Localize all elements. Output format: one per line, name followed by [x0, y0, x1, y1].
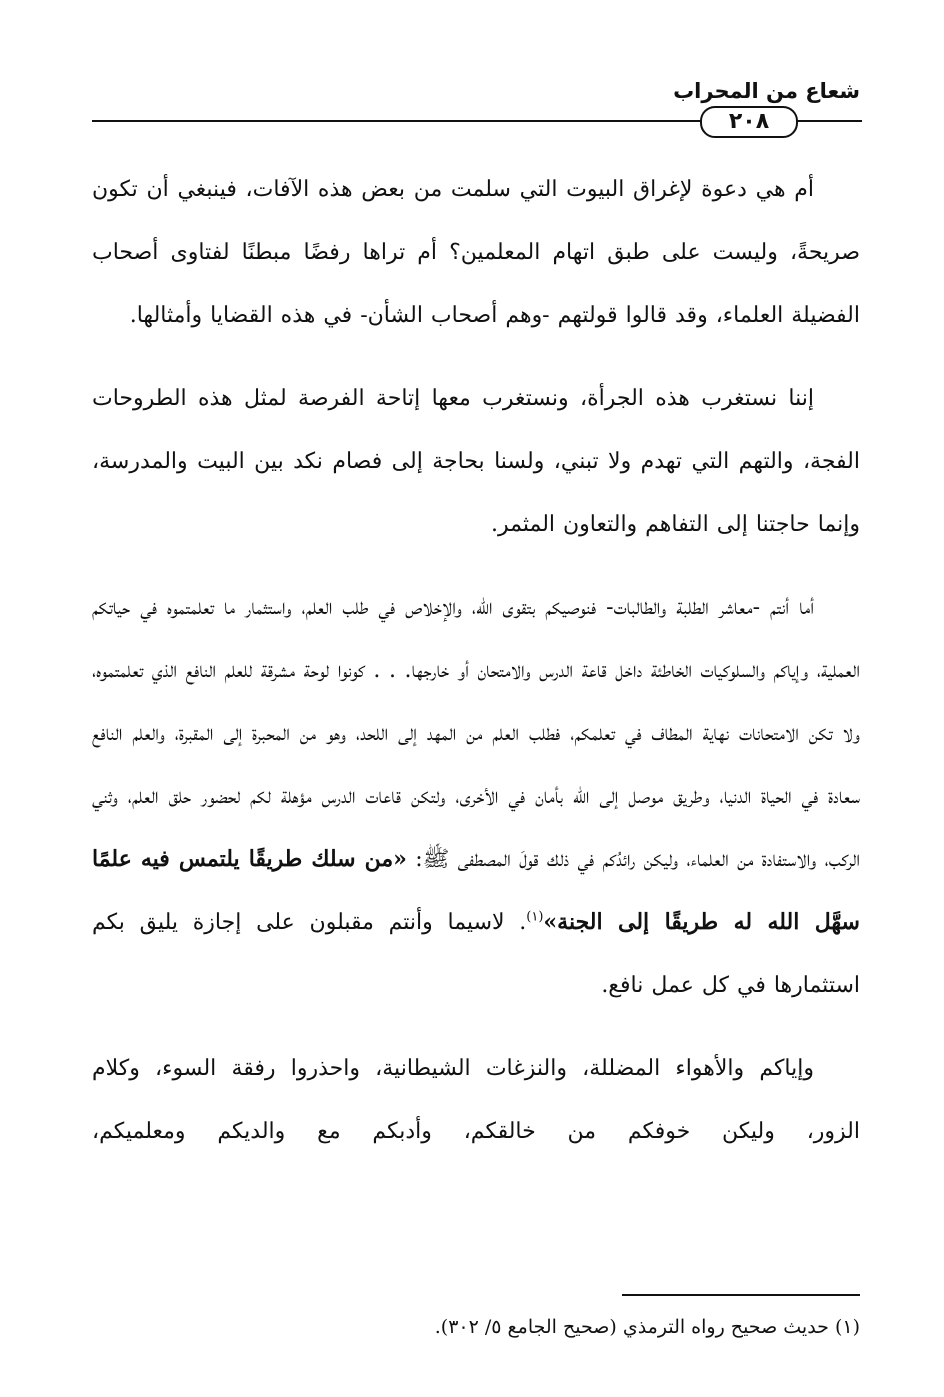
body-text	[92, 158, 860, 1163]
paragraph: إننا نستغرب هذه الجرأة، ونستغرب معها إتاحة الفرصة لمثل هذه الطروحات الفجة، والتهم التي تهدم ولا تبني، ولسنا بحاجة إلى فصام نكد بين البيت والمدرسة، وإنما حاجتنا إلى التفاهم والتعاون المثمر.	[92, 386, 860, 537]
paragraph-text: . لاسيما وأنتم مقبلون على إجازة يليق بكم استثمارها في كل عمل نافع.	[92, 910, 860, 998]
paragraph-hadith	[92, 576, 860, 1017]
hadith-quote: «من سلك طريقًا يلتمس فيه علمًا سهَّل الله له طريقًا إلى الجنة»	[92, 846, 860, 935]
paragraph: أم هي دعوة لإغراق البيوت التي سلمت من بعض هذه الآفات، فينبغي أن تكون صريحةً، وليست على طبق اتهام المعلمين؟ أم تراها رفضًا مبطنًا لفتاوى أصحاب الفضيلة العلماء، وقد قالوا قولتهم -وهم أصحاب الشأن- في هذه القضايا وأمثالها.	[92, 177, 860, 328]
page-number-badge: ٢٠٨	[700, 106, 798, 138]
paragraph: وإياكم والأهواء المضللة، والنزغات الشيطانية، واحذروا رفقة السوء، وكلام الزور، وليكن خوفكم من خالقكم، وأدبكم مع والديكم ومعلميكم،	[92, 1056, 860, 1144]
paragraph-text: أما أنتم -معاشر الطلبة والطالبات- فنوصيكم بتقوى الله، والإخلاص في طلب العلم، واستثمار ما تعلمتموه في حياتكم العملية، وإياكم والسلوكيات الخاطئة داخل قاعة الدرس والامتحان أو خارجها. . . كونوا لوحة مشرقة للعلم النافع الذي تعلمتموه، ولا تكن الامتحانات نهاية المطاف في تعلمكم، فطلب العلم من المهد إلى اللحد، وهو من المحبرة إلى المقبرة، والعلم النافع سعادة في الحياة الدنيا، وطريق موصل إلى الله بأمان في الأخرى، ولتكن قاعات الدرس مؤهلة لكم لحضور حلق العلم، وثني الركب، والاستفادة من العلماء، وليكن رائدُكم في ذلك قولَ المصطفى ﷺ:	[92, 595, 860, 872]
footnote-rule	[622, 1294, 860, 1296]
footnote: (١) حديث صحيح رواه الترمذي (صحيح الجامع ٥/ ٣٠٢).	[434, 1316, 860, 1338]
running-header-title: شعاع من المحراب	[673, 79, 860, 103]
footnote-reference: (١)	[526, 909, 544, 925]
